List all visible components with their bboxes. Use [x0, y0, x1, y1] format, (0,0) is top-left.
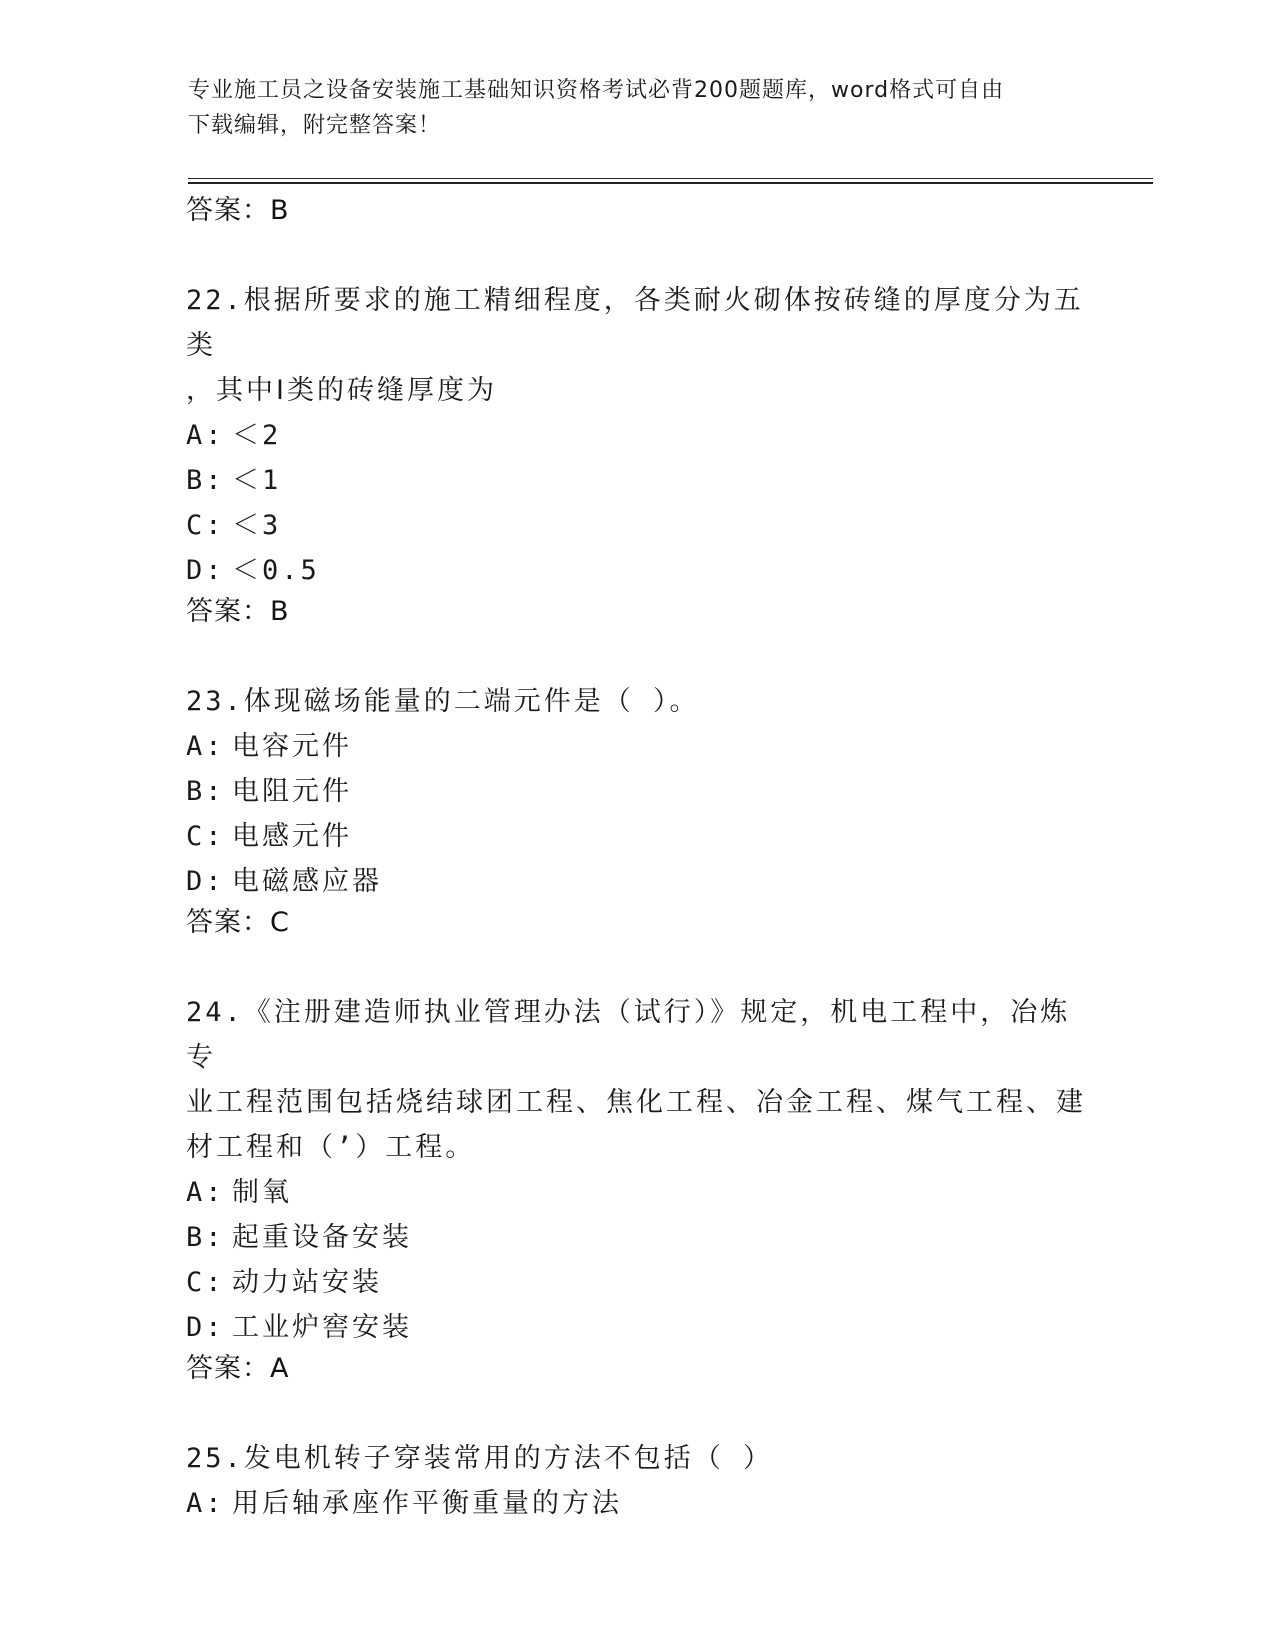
option-key: C:	[186, 510, 225, 541]
option-text: 电阻元件	[232, 776, 352, 807]
option-text: 用后轴承座作平衡重量的方法	[232, 1488, 622, 1519]
option-text: ＜2	[232, 420, 282, 451]
option-text: ＜0.5	[232, 555, 320, 586]
option-text: 制氧	[232, 1177, 292, 1208]
option-key: B:	[186, 465, 225, 496]
answer-22: 答案：B	[186, 596, 290, 627]
header-divider-thick	[188, 182, 1153, 184]
question-block-25	[186, 1436, 1086, 1526]
document-header	[188, 73, 1068, 143]
option-key: A:	[186, 731, 225, 762]
answer-24: 答案：A	[186, 1353, 290, 1384]
question-23-line-1: 23.体现磁场能量的二端元件是（ ）。	[186, 686, 700, 717]
question-block-24	[186, 990, 1086, 1388]
option-c	[186, 503, 1086, 548]
option-text: 动力站安装	[232, 1267, 382, 1298]
option-b	[186, 1215, 1086, 1260]
spacer	[186, 1388, 1086, 1436]
option-a	[186, 1481, 1086, 1526]
option-c	[186, 814, 1086, 859]
option-key: C:	[186, 821, 225, 852]
option-key: D:	[186, 555, 225, 586]
option-b	[186, 458, 1086, 503]
option-key: A:	[186, 1177, 225, 1208]
question-24-line-2: 业工程范围包括烧结球团工程、焦化工程、冶金工程、煤气工程、建	[186, 1087, 1086, 1118]
option-text: 工业炉窖安装	[232, 1312, 412, 1343]
header-divider-thin	[188, 178, 1153, 179]
option-text: ＜1	[232, 465, 282, 496]
option-a	[186, 1170, 1086, 1215]
option-b	[186, 769, 1086, 814]
option-text: 起重设备安装	[232, 1222, 412, 1253]
option-key: B:	[186, 776, 225, 807]
question-block-22	[186, 278, 1086, 631]
option-key: A:	[186, 1488, 225, 1519]
previous-answer: 答案：B	[186, 195, 290, 226]
option-text: 电容元件	[232, 731, 352, 762]
option-c	[186, 1260, 1086, 1305]
spacer	[186, 230, 1086, 278]
option-key: C:	[186, 1267, 225, 1298]
option-d	[186, 548, 1086, 593]
spacer	[186, 631, 1086, 679]
question-24-line-1: 24.《注册建造师执业管理办法（试行）》规定，机电工程中，冶炼专	[186, 997, 1071, 1073]
option-text: ＜3	[232, 510, 282, 541]
option-key: A:	[186, 420, 225, 451]
question-list	[186, 192, 1086, 1526]
option-key: D:	[186, 866, 225, 897]
option-text: 电感元件	[232, 821, 352, 852]
option-key: D:	[186, 1312, 225, 1343]
question-22-line-1: 22.根据所要求的施工精细程度，各类耐火砌体按砖缝的厚度分为五类	[186, 285, 1084, 361]
option-d	[186, 1305, 1086, 1350]
question-block-23	[186, 679, 1086, 942]
question-25-line-1: 25.发电机转子穿装常用的方法不包括（ ）	[186, 1443, 774, 1474]
option-a	[186, 724, 1086, 769]
question-24-line-3: 材工程和（’）工程。	[186, 1132, 476, 1163]
option-a	[186, 413, 1086, 458]
spacer	[186, 942, 1086, 990]
option-d	[186, 859, 1086, 904]
option-text: 电磁感应器	[232, 866, 382, 897]
question-22-line-2: ，其中Ⅰ类的砖缝厚度为	[186, 375, 497, 406]
header-line-1: 专业施工员之设备安装施工基础知识资格考试必背200题题库，word格式可自由	[188, 78, 1005, 103]
header-line-2: 下载编辑，附完整答案！	[188, 113, 442, 138]
option-key: B:	[186, 1222, 225, 1253]
answer-23: 答案：C	[186, 907, 290, 938]
